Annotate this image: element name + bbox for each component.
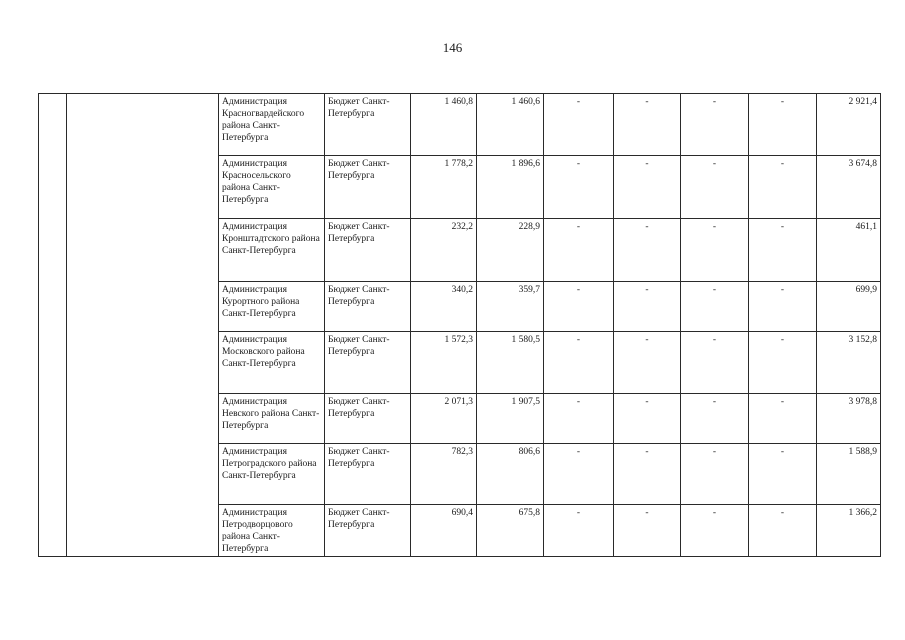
funding-source-cell: Бюджет Санкт-Петербурга — [325, 394, 411, 444]
funding-source-cell: Бюджет Санкт-Петербурга — [325, 219, 411, 282]
value-cell-2: 1 896,6 — [477, 156, 544, 219]
value-cell-5: - — [681, 394, 749, 444]
value-cell-6: - — [749, 394, 817, 444]
organization-cell: Администрация Петродворцового района Санкт-Петербурга — [219, 505, 325, 557]
value-cell-5: - — [681, 332, 749, 394]
organization-cell: Администрация Кронштадтского района Санкт-Петербурга — [219, 219, 325, 282]
organization-cell: Администрация Петроградского района Санкт-Петербурга — [219, 444, 325, 505]
value-cell-6: - — [749, 219, 817, 282]
blank-cell-measure — [67, 94, 219, 557]
funding-source-cell: Бюджет Санкт-Петербурга — [325, 94, 411, 156]
value-cell-6: - — [749, 156, 817, 219]
value-cell-2: 806,6 — [477, 444, 544, 505]
value-cell-1: 690,4 — [411, 505, 477, 557]
organization-cell: Администрация Красносельского района Санкт-Петербурга — [219, 156, 325, 219]
value-cell-3: - — [544, 394, 614, 444]
value-cell-4: - — [614, 219, 681, 282]
value-cell-2: 359,7 — [477, 282, 544, 332]
value-cell-5: - — [681, 444, 749, 505]
value-cell-3: - — [544, 332, 614, 394]
value-cell-1: 1 460,8 — [411, 94, 477, 156]
value-cell-4: - — [614, 332, 681, 394]
total-cell: 699,9 — [817, 282, 881, 332]
value-cell-3: - — [544, 444, 614, 505]
value-cell-6: - — [749, 444, 817, 505]
value-cell-3: - — [544, 505, 614, 557]
table-body — [39, 94, 881, 557]
value-cell-5: - — [681, 282, 749, 332]
total-cell: 1 588,9 — [817, 444, 881, 505]
value-cell-4: - — [614, 94, 681, 156]
value-cell-2: 1 460,6 — [477, 94, 544, 156]
organization-cell: Администрация Московского района Санкт-Петербурга — [219, 332, 325, 394]
value-cell-4: - — [614, 282, 681, 332]
table-row — [39, 94, 881, 156]
value-cell-5: - — [681, 505, 749, 557]
total-cell: 2 921,4 — [817, 94, 881, 156]
value-cell-3: - — [544, 156, 614, 219]
value-cell-3: - — [544, 219, 614, 282]
value-cell-2: 1 580,5 — [477, 332, 544, 394]
total-cell: 1 366,2 — [817, 505, 881, 557]
value-cell-6: - — [749, 282, 817, 332]
funding-source-cell: Бюджет Санкт-Петербурга — [325, 156, 411, 219]
value-cell-6: - — [749, 332, 817, 394]
value-cell-4: - — [614, 394, 681, 444]
blank-cell-program — [39, 94, 67, 557]
funding-source-cell: Бюджет Санкт-Петербурга — [325, 505, 411, 557]
funding-source-cell: Бюджет Санкт-Петербурга — [325, 332, 411, 394]
value-cell-6: - — [749, 505, 817, 557]
value-cell-3: - — [544, 282, 614, 332]
value-cell-2: 1 907,5 — [477, 394, 544, 444]
total-cell: 3 978,8 — [817, 394, 881, 444]
value-cell-1: 232,2 — [411, 219, 477, 282]
organization-cell: Администрация Курортного района Санкт-Петербурга — [219, 282, 325, 332]
value-cell-1: 782,3 — [411, 444, 477, 505]
value-cell-2: 675,8 — [477, 505, 544, 557]
budget-table — [38, 93, 881, 557]
funding-source-cell: Бюджет Санкт-Петербурга — [325, 444, 411, 505]
total-cell: 3 674,8 — [817, 156, 881, 219]
value-cell-1: 340,2 — [411, 282, 477, 332]
value-cell-4: - — [614, 505, 681, 557]
value-cell-4: - — [614, 156, 681, 219]
value-cell-6: - — [749, 94, 817, 156]
value-cell-3: - — [544, 94, 614, 156]
value-cell-1: 1 778,2 — [411, 156, 477, 219]
total-cell: 461,1 — [817, 219, 881, 282]
page-number: 146 — [442, 40, 463, 55]
value-cell-4: - — [614, 444, 681, 505]
value-cell-5: - — [681, 94, 749, 156]
value-cell-2: 228,9 — [477, 219, 544, 282]
organization-cell: Администрация Красногвардейского района Санкт-Петербурга — [219, 94, 325, 156]
value-cell-1: 1 572,3 — [411, 332, 477, 394]
organization-cell: Администрация Невского района Санкт-Петербурга — [219, 394, 325, 444]
value-cell-5: - — [681, 156, 749, 219]
total-cell: 3 152,8 — [817, 332, 881, 394]
value-cell-5: - — [681, 219, 749, 282]
funding-source-cell: Бюджет Санкт-Петербурга — [325, 282, 411, 332]
value-cell-1: 2 071,3 — [411, 394, 477, 444]
